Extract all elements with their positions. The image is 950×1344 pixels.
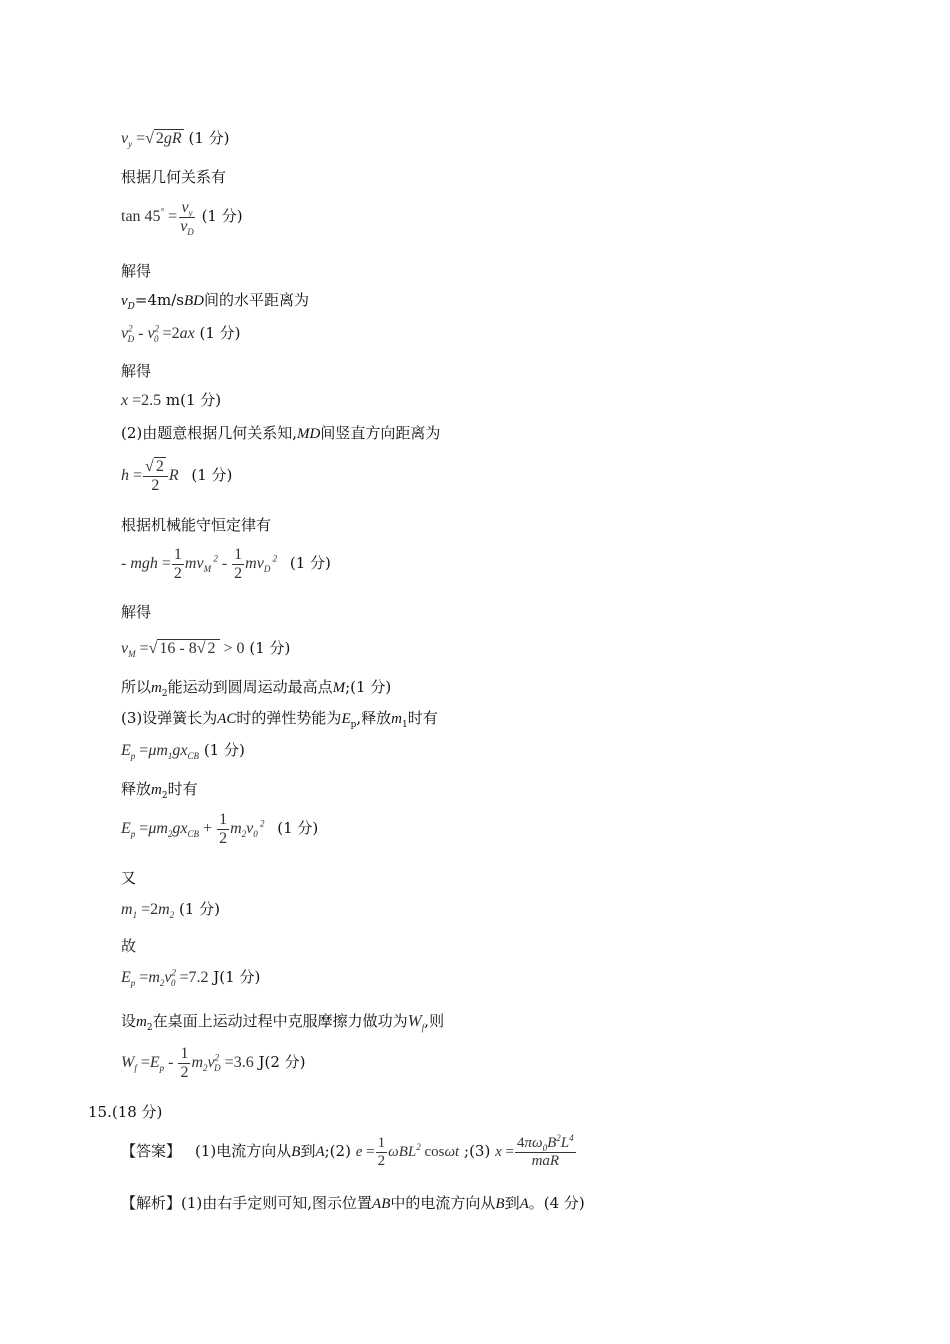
score-label: (1 分) <box>203 741 245 759</box>
score-label: (1 分) <box>249 639 291 657</box>
score-label: (1 分) <box>289 554 331 573</box>
text-friction: 设$m_2$在桌面上运动过程中克服摩擦力做功为$W_f$,则 <box>121 1011 445 1033</box>
score-label: (1 分) <box>178 900 220 918</box>
text-release-m2: 释放$m_2$时有 <box>121 780 198 801</box>
score-label: (1 分) <box>277 819 319 838</box>
eq-Ep-value: $E_p =m_2v^2_0 =7.2$ J(1 分) <box>121 967 261 989</box>
analysis-line: 【解析】(1)由右手定则可知,图示位置AB中的电流方向从B到A。(4 分) <box>121 1194 585 1212</box>
answer-line: 【答案】 (1)电流方向从B到A;(2) e = $\frac{1}{2}$ ωBL$^2$ cosωt ;(3) x = $\frac{4\pi\omega_0B^2L^4}{\text{maR}}$ <box>121 1133 574 1169</box>
text-line: 解得 <box>121 362 152 380</box>
text-line: 根据机械能守恒定律有 <box>121 516 272 534</box>
question-heading: 15.(18 分) <box>88 1103 163 1121</box>
text-line: 解得 <box>121 603 152 621</box>
text-line: 故 <box>121 937 137 955</box>
text-line: 解得 <box>121 262 152 280</box>
eq-kinematics: $v^2_D - v^2_0 =2ax$ (1 分) <box>121 323 241 345</box>
eq-Wf: $W_f =E_p$ - $\frac{1}{2}$ $m_2v^2_D =3.6$ J(2 分) <box>121 1045 306 1081</box>
eq-Ep2: $E_p =\mu m_2gx_{CB}$ + $\frac{1}{2}$ $m_2v_0$ $^2$ (1 分) <box>121 811 319 847</box>
score-label: (1 分) <box>201 207 243 226</box>
eq-h: h = $\frac{√ 2}{2}$ R (1 分) <box>121 458 233 494</box>
eq-tan45: tan 45° = $\frac{v_y}{v_D}$ (1 分) <box>121 199 243 238</box>
text-line: 根据几何关系有 <box>121 168 227 186</box>
eq-mass: $m_1 =2m_2$ (1 分) <box>121 900 220 921</box>
score-label: (1 分) <box>188 129 230 147</box>
score-label: (1 分) <box>191 466 233 485</box>
eq-energy: - mgh = $\frac{1}{2}$ $mv_M$ $^2$ - $\frac{1}{2}$ $mv_D$ $^2$ (1 分) <box>121 546 331 582</box>
text-conclusion: 所以$m_2$能运动到圆周运动最高点M;(1 分) <box>121 678 392 699</box>
eq-Ep1: $E_p =\mu m_1gx_{CB}$ (1 分) <box>121 741 245 762</box>
text-part3: (3)设弹簧长为AC时的弹性势能为$E_p$,释放$m_1$时有 <box>121 709 438 730</box>
text-vD: $v_D=4m$/sBD间的水平距离为 <box>121 291 309 312</box>
text-part2: (2)由题意根据几何关系知,MD间竖直方向距离为 <box>121 424 441 442</box>
eq-vM: $v_M$ =√ 16 - 8√ 2 > 0 (1 分) <box>121 639 291 660</box>
eq-vy: $v_y$ =√ 2gR (1 分) <box>121 129 230 150</box>
score-label: (1 分) <box>199 324 241 342</box>
eq-x: x =2.5 m(1 分) <box>121 391 222 409</box>
text-line: 又 <box>121 869 137 887</box>
